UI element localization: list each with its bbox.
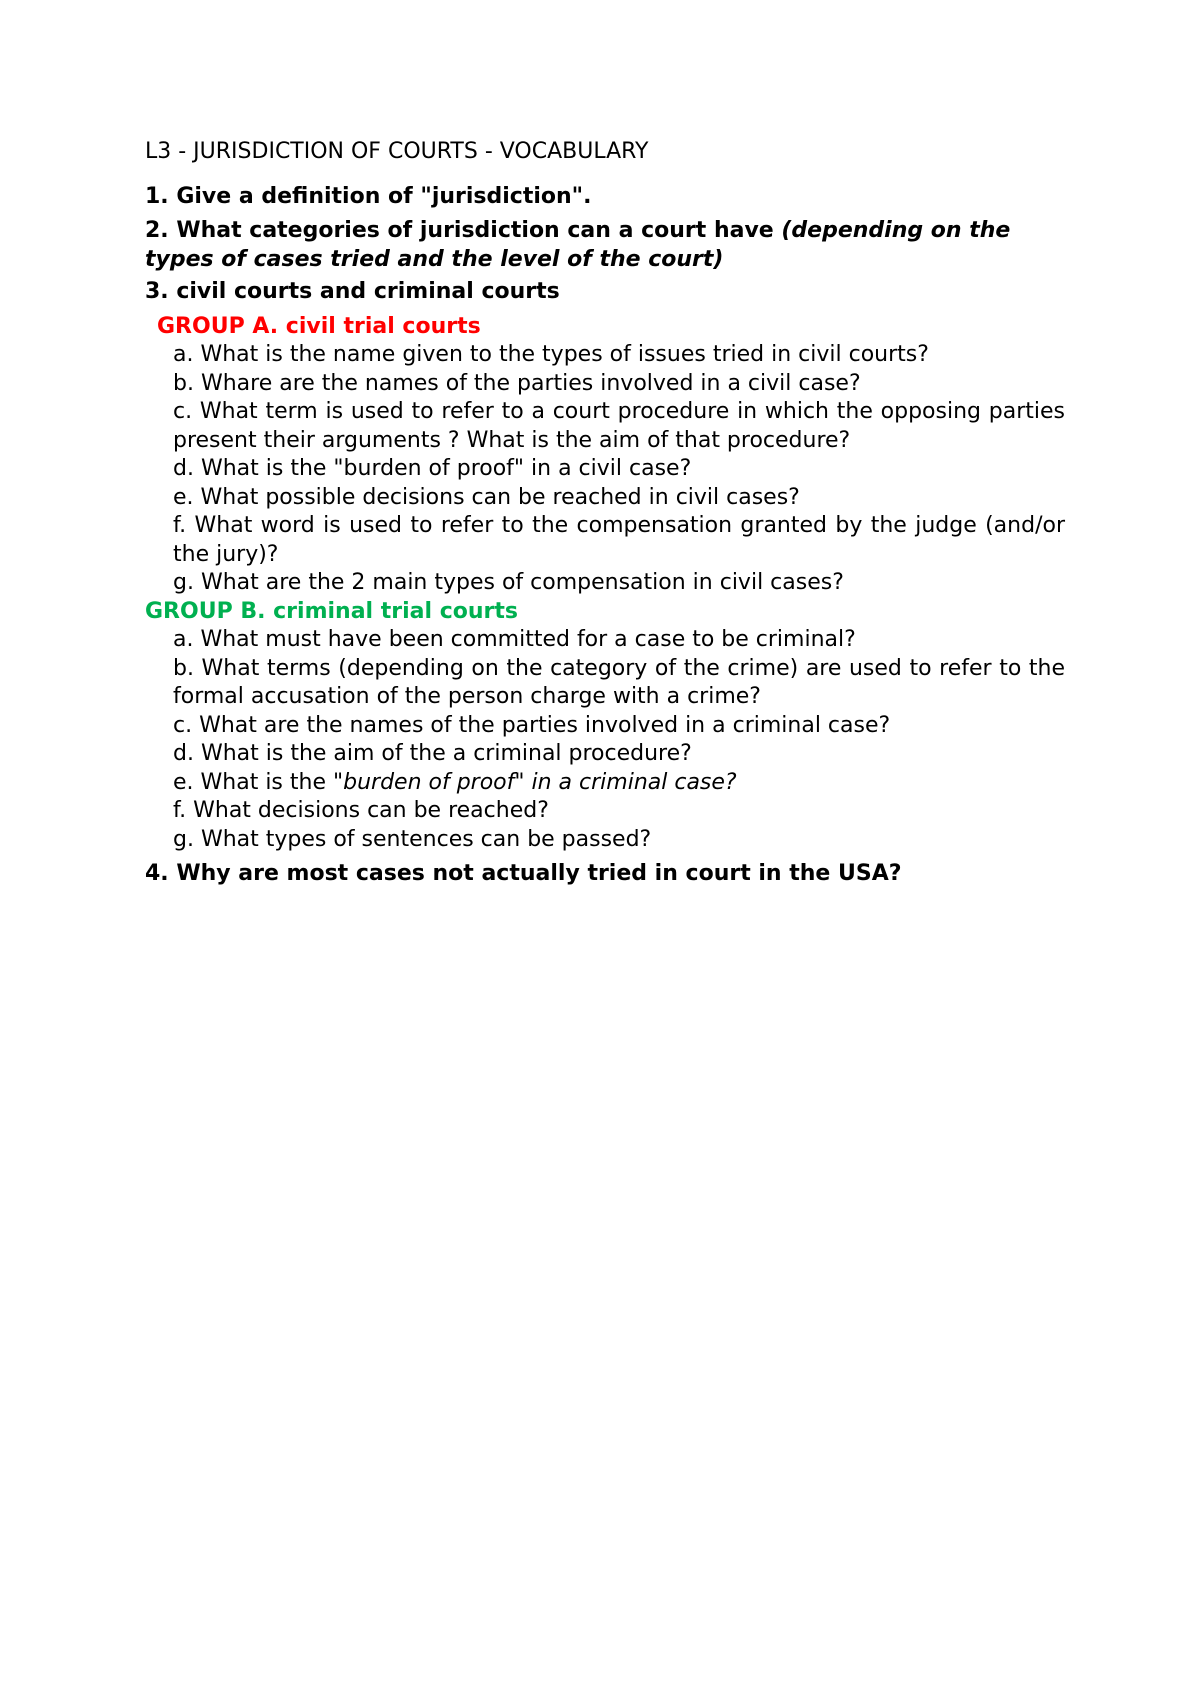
group-a-item-a: a. What is the name given to the types of issues tried in civil courts? [173,342,929,367]
question-2-parenthetical: (depending on the types of cases tried and the level of the court) [145,218,1011,272]
group-b-item-e-prefix: e. What is the " [173,769,344,795]
question-3: 3. civil courts and criminal courts [145,279,560,304]
question-1: 1. Give a definition of "jurisdiction". [145,183,592,209]
group-b-item-d: d. What is the aim of the a criminal procedure? [173,741,692,766]
group-a-item-e: e. What possible decisions can be reached in civil cases? [173,484,800,510]
group-b-item-e [173,769,1065,798]
group-a-item-b: b. Whare are the names of the parties involved in a civil case? [173,370,861,396]
group-a-item-f: f. What word is used to refer to the compensation granted by the judge (and/or the jury)? [173,513,1065,567]
question-2 [145,217,1065,274]
group-a-heading: GROUP A. civil trial courts [157,313,481,339]
group-a-item-g: g. What are the 2 main types of compensation in civil cases? [173,570,844,595]
group-b-item-b: b. What terms (depending on the category of the crime) are used to refer to the formal accusation of the person charge with a crime? [173,655,1065,709]
document-title: L3 - JURISDICTION OF COURTS - VOCABULARY [145,139,649,164]
group-a-item-c: c. What term is used to refer to a court procedure in which the opposing parties present their arguments ? What is the aim of that procedure? [173,399,1065,453]
group-b-item-g: g. What types of sentences can be passed? [173,826,652,852]
group-b-list [145,626,1065,854]
group-a-list [145,341,1065,598]
group-b-item-a: a. What must have been committed for a case to be criminal? [173,627,856,652]
document-page [145,138,1065,889]
group-b-item-e-italic: burden of proof [343,769,515,795]
group-b-heading: GROUP B. criminal trial courts [145,598,518,624]
question-4: 4. Why are most cases not actually tried in court in the USA? [145,861,902,886]
group-b-item-f: f. What decisions can be reached? [173,798,549,823]
group-b-item-e-italic-2: in a criminal case? [531,769,737,795]
group-b-item-c: c. What are the names of the parties involved in a criminal case? [173,712,891,738]
group-b-item-e-mid: " [514,769,532,795]
group-a-item-d: d. What is the "burden of proof" in a civil case? [173,456,692,481]
question-2-lead: 2. What categories of jurisdiction can a court have [145,218,782,243]
